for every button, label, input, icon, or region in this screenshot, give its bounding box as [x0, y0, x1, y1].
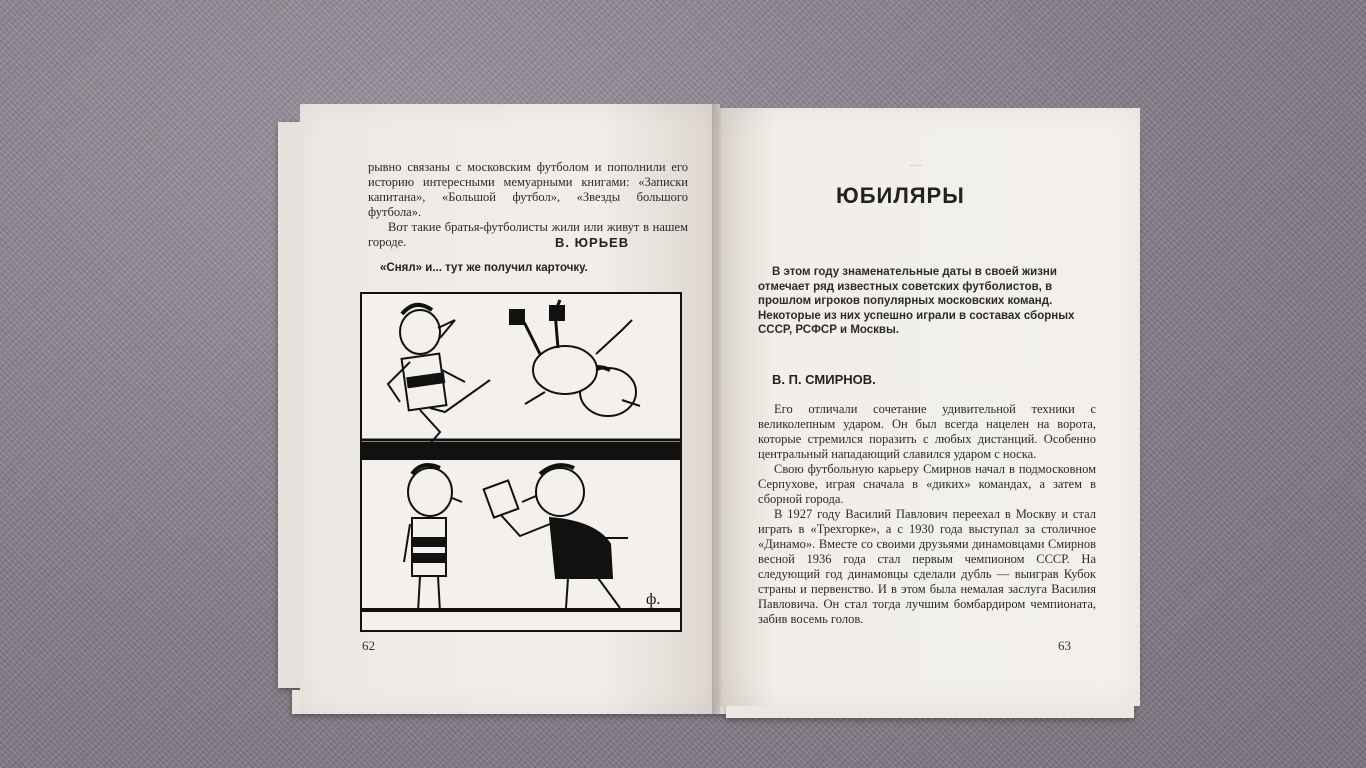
football-cartoon [360, 292, 682, 632]
section-title: ЮБИЛЯРЫ [836, 183, 965, 208]
section-intro [758, 265, 1098, 338]
right-page-number: 63 [1058, 638, 1071, 653]
bio-paragraph: Свою футбольную карьеру Смирнов начал в подмосковном Серпухове, играя сначала в «диких» командах, а затем в сборной города. [758, 462, 1096, 506]
left-page-number: 62 [362, 638, 375, 653]
left-paragraph-2: Вот такие братья-футболисты жили или живут в нашем городе. [368, 220, 688, 249]
show-through-text: ..... [910, 158, 923, 169]
panel-divider [360, 442, 682, 460]
bio-paragraph: Его отличали сочетание удивительной техники с великолепным ударом. Он был всегда нацелен на ворота, которые стремился поразить с любых дистанций. Особенно центральный нападающий славился ударом с носка. [758, 402, 1096, 461]
cartoon-caption: «Снял» и... тут же получил карточку. [380, 262, 588, 274]
bio-paragraph: В 1927 году Василий Павлович переехал в Москву и стал играть в «Трехгорке», а с 1930 года выступал за столичное «Динамо». Вместе со своими друзьями динамовцами Смирнов весной 1936 года стал первым чемпионом СССР. На следующий год динамовцы сделали дубль — выиграв Кубок страны и первенство. И в этом была немалая заслуга Василия Павловича. Он стал тогда лучшим бомбардиром чемпионата, забив восемь голов. [758, 507, 1096, 626]
author-signature: В. ЮРЬЕВ [555, 235, 630, 250]
book-spine [712, 104, 722, 714]
player-bio [758, 402, 1096, 627]
left-paragraph-1: рывно связаны с московским футболом и пополнили его историю интересными мемуарными книгами: «Записки капитана», «Большой футбол», «Звезды большого футбола». [368, 160, 688, 219]
intro-paragraph: В этом году знаменательные даты в своей жизни отмечает ряд известных советских футболистов, в прошлом игроков популярных московских команд. Некоторые из них успешно играли в составах сборных СССР, РСФСР и Москвы. [758, 266, 1075, 336]
left-page-text [368, 160, 688, 250]
svg-text:ф.: ф. [646, 591, 661, 608]
player-name: В. П. СМИРНОВ. [772, 372, 876, 387]
